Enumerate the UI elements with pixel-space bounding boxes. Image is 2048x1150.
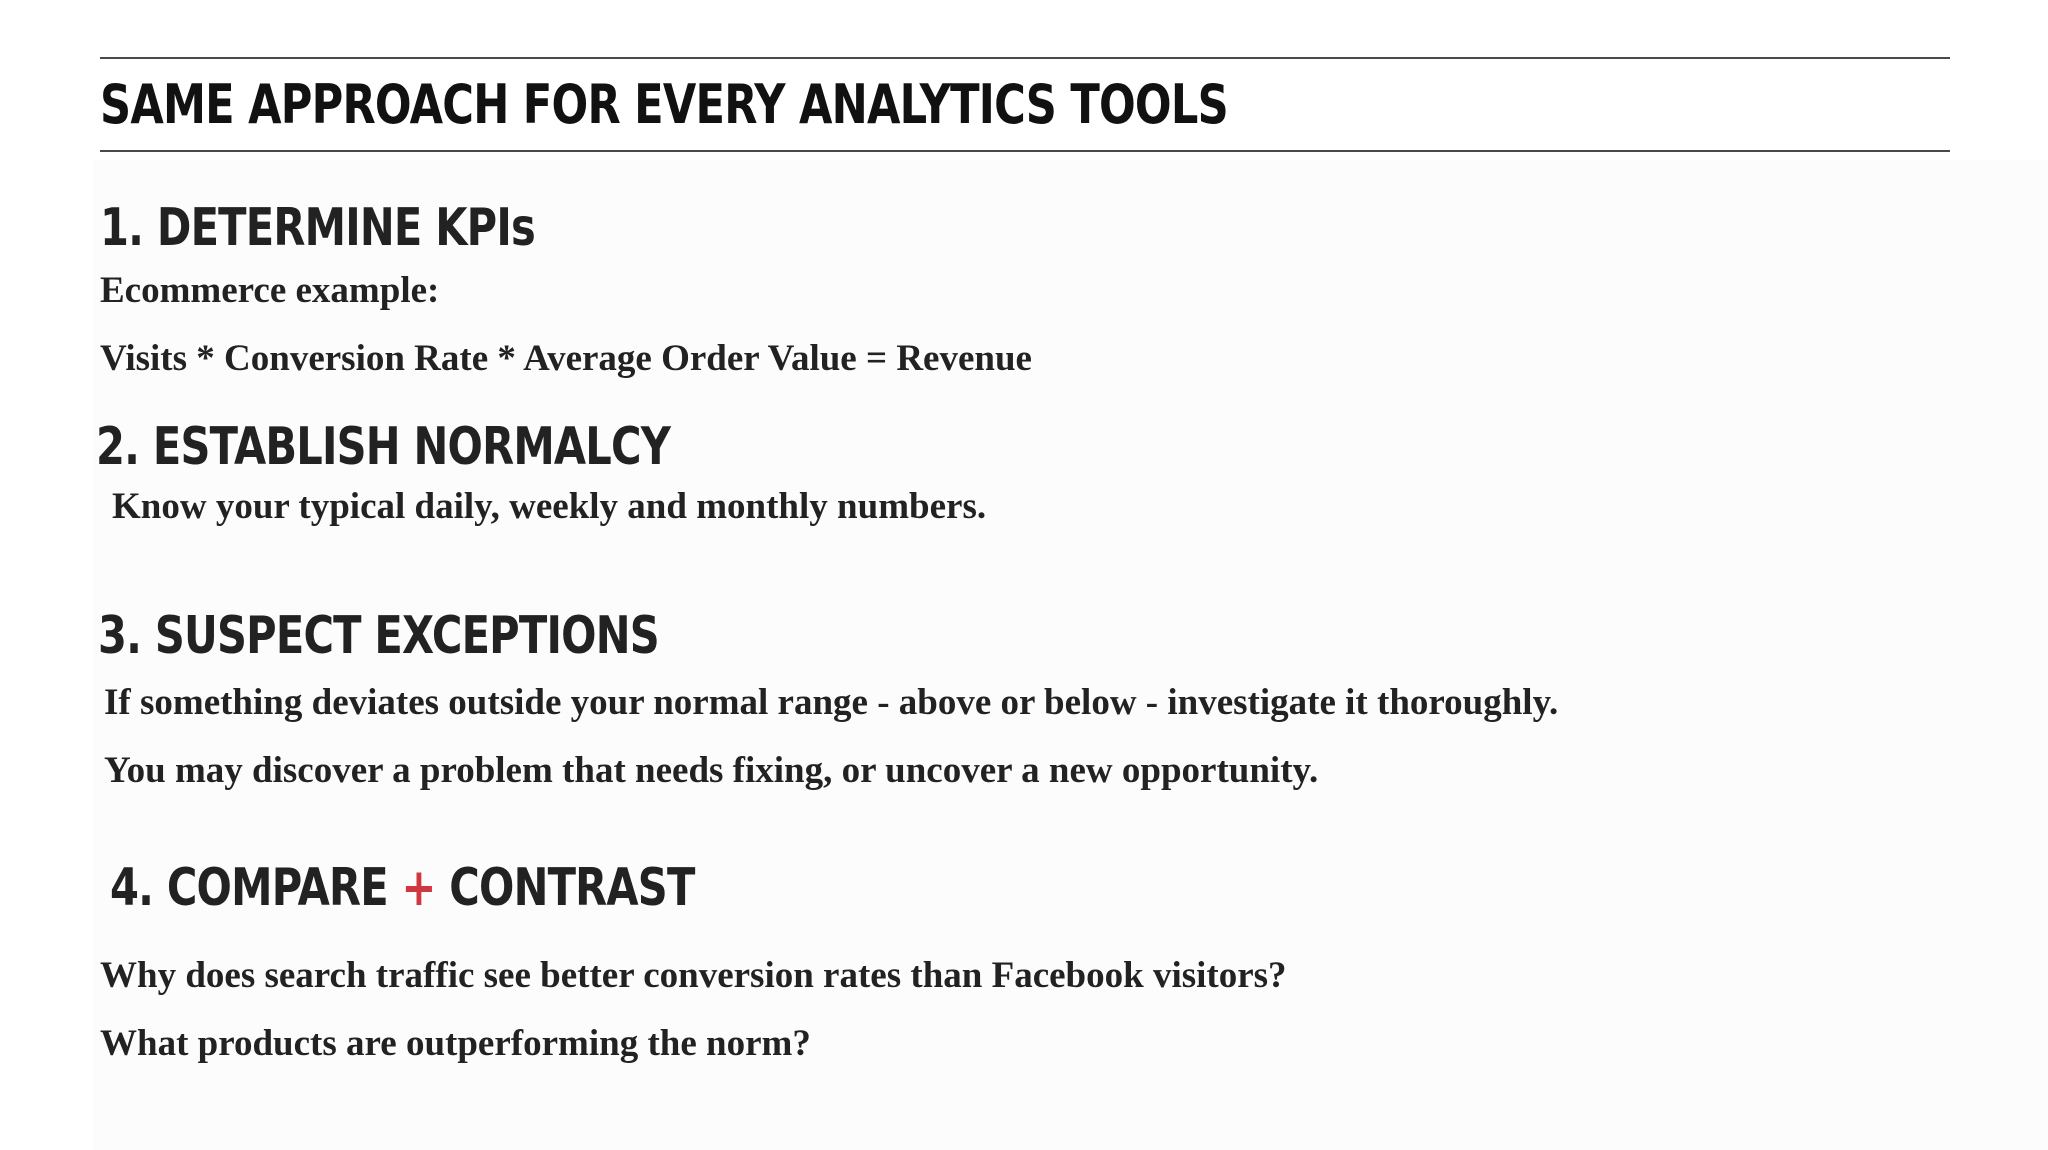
exceptions-text-1: If something deviates outside your normal range - above or below - investigate it thoroughly. [104, 682, 1559, 723]
normalcy-text: Know your typical daily, weekly and monthly numbers. [112, 486, 987, 527]
kpis-formula: Visits * Conversion Rate * Average Order Value = Revenue [100, 338, 1032, 379]
section-heading-kpis: 1. DETERMINE KPIs [100, 198, 535, 258]
compare-question-2: What products are outperforming the norm? [100, 1023, 811, 1064]
exceptions-text-2: You may discover a problem that needs fixing, or uncover a new opportunity. [104, 750, 1319, 791]
title-top-rule [100, 57, 1950, 59]
title-bottom-rule [100, 150, 1950, 152]
section-heading-exceptions: 3. SUSPECT EXCEPTIONS [98, 606, 659, 666]
compare-question-1: Why does search traffic see better conversion rates than Facebook visitors? [100, 955, 1287, 996]
section-heading-compare-contrast [110, 856, 695, 920]
slide-title: SAME APPROACH FOR EVERY ANALYTICS TOOLS [100, 73, 1228, 136]
compare-word: 4. COMPARE [110, 858, 388, 918]
plus-symbol: + [401, 858, 436, 918]
section-heading-normalcy: 2. ESTABLISH NORMALCY [96, 417, 671, 477]
kpis-example-label: Ecommerce example: [100, 270, 440, 311]
contrast-word: CONTRAST [449, 858, 695, 918]
